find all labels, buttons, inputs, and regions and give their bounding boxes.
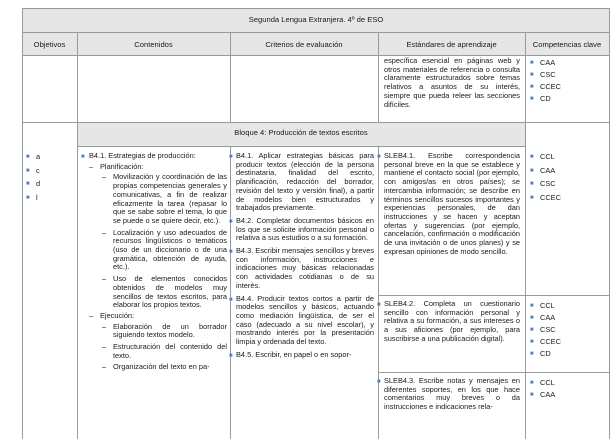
bullet-icon: ■ [26,154,30,160]
bullet-icon: ■ [530,380,534,386]
objetivos-list: ■ a ■ c ■ d ■ l [26,152,41,202]
bullet-icon: ■ [530,194,534,201]
bullet-icon: ■ [530,327,534,334]
bullet-icon: ■ [530,181,534,187]
bullet-icon: ■ [229,154,233,160]
bullet-icon: ■ [530,315,534,322]
bullet-icon: ■ [377,379,381,385]
bullet-icon: ■ [377,154,381,160]
bullet-icon: ■ [377,302,381,308]
bullet-icon: ■ [530,72,534,79]
competencias-est2: ■ CCL ■ CAA ■ CSC ■ CCEC ■ CD [530,301,561,359]
block-title: Bloque 4: Producción de textos escritos [234,128,368,137]
bullet-icon: ■ [26,194,30,201]
estandar-2: ■ SLEB4.2. Completa un cuestionario sencillo con información personal y relativa a su formación, a sus intereses o a sus aficiones (por ejemplo, para suscribirse a una publicación digital). [377,299,520,343]
contenidos-cell: ■ B4.1. Estrategias de producción: – Planificación: – Movilización y coordinación de las propias competencias generales y comunicativas, a fin de realizar eficazmente la tarea (repasar lo que se sabe sobre el tema, lo que se puede o se quiere decir, etc.). – Localización y uso adecuados de recursos lingüísticos o temáticos (uso de un diccionario o de una gramática, obtención de ayuda, etc.). – Uso de elementos conocidos obtenidos de modelos muy sencillos de textos escritos, para elaborar los propios textos. – Ejecución: – Elaboración de un borrador siguiendo textos modelo. – Estructuración del contenido del texto. – Organización del texto en pa- [81,151,227,372]
estandar-1: ■ SLEB4.1. Escribe correspondencia personal breve en la que se establece y mantiene el contacto social (por ejemplo, con amigos/as en otros países); se intercambia información; se describe en términos sencillos sucesos importantes y experiencias personales, de dan instrucciones y se hacen y aceptan ofertas y sugerencias (por ejemplo, cancelación, confirmación o modificación de una invitación o de unos planes) y se expresan opiniones de modo sencillo. [377,151,520,256]
bullet-icon: ■ [530,351,534,358]
bullet-icon: ■ [530,339,534,346]
competencias-row1: ■ CAA ■ CSC ■ CCEC ■ CD [530,58,561,104]
bullet-icon: ■ [530,96,534,103]
bullet-icon: ■ [229,249,233,256]
bullet-icon: ■ [229,296,233,303]
bullet-icon: ■ [530,303,534,309]
bullet-icon: ■ [530,154,534,160]
table-title: Segunda Lengua Extranjera. 4º de ESO [248,15,384,24]
competencias-est1: ■ CCL ■ CAA ■ CSC ■ CCEC [530,152,561,202]
bullet-icon: ■ [530,84,534,91]
col-competencias: Competencias clave [532,40,602,49]
col-contenidos: Contenidos [134,40,173,49]
competencias-est3: ■ CCL ■ CAA [530,378,556,400]
bullet-icon: ■ [26,167,30,174]
col-objetivos: Objetivos [33,40,66,49]
bullet-icon: ■ [530,167,534,174]
estandar-3: ■ SLEB4.3. Escribe notas y mensajes en diferentes soportes, en los que hace comentarios muy breves o da instrucciones e indicaciones rela- [377,376,520,412]
bullet-icon: ■ [26,181,30,187]
criterios-cell: ■ B4.1. Aplicar estrategias básicas para producir textos (elección de la persona destinataria, finalidad del escrito, planificación, redacción del borrador, revisión del texto y versión final), a partir de modelos bien estructurados y trabajados previamente. ■ B4.2. Completar documentos básicos en los que se solicite información personal o relativa a sus estudios o a su formación. ■ B4.3. Escribir mensajes sencillos y breves con información, instrucciones e indicaciones muy básicas relacionadas con actividades cotidianas o de su interés. ■ B4.4. Producir textos cortos a partir de modelos sencillos y básicos, actuando como mediación lingüística, de ser el caso (adecuado a su nivel escolar), y mostrando interés por la presentación limpia y ordenada del texto. ■ B4.5. Escribir, en papel o en sopor- [229,151,375,359]
standard-continued-text: específica esencial en páginas web y otros materiales de referencia o consulta claramente estructurados sobre temas relativos a asuntos de su interés, siempre que pueda releer las secciones difíciles. [384,56,520,109]
bullet-icon: ■ [530,392,534,399]
bullet-icon: ■ [81,154,85,160]
bullet-icon: ■ [229,352,233,359]
col-estandares: Estándares de aprendizaje [406,40,497,49]
bullet-icon: ■ [229,218,233,225]
bullet-icon: ■ [530,60,534,66]
col-criterios: Criterios de evaluación [265,40,343,49]
